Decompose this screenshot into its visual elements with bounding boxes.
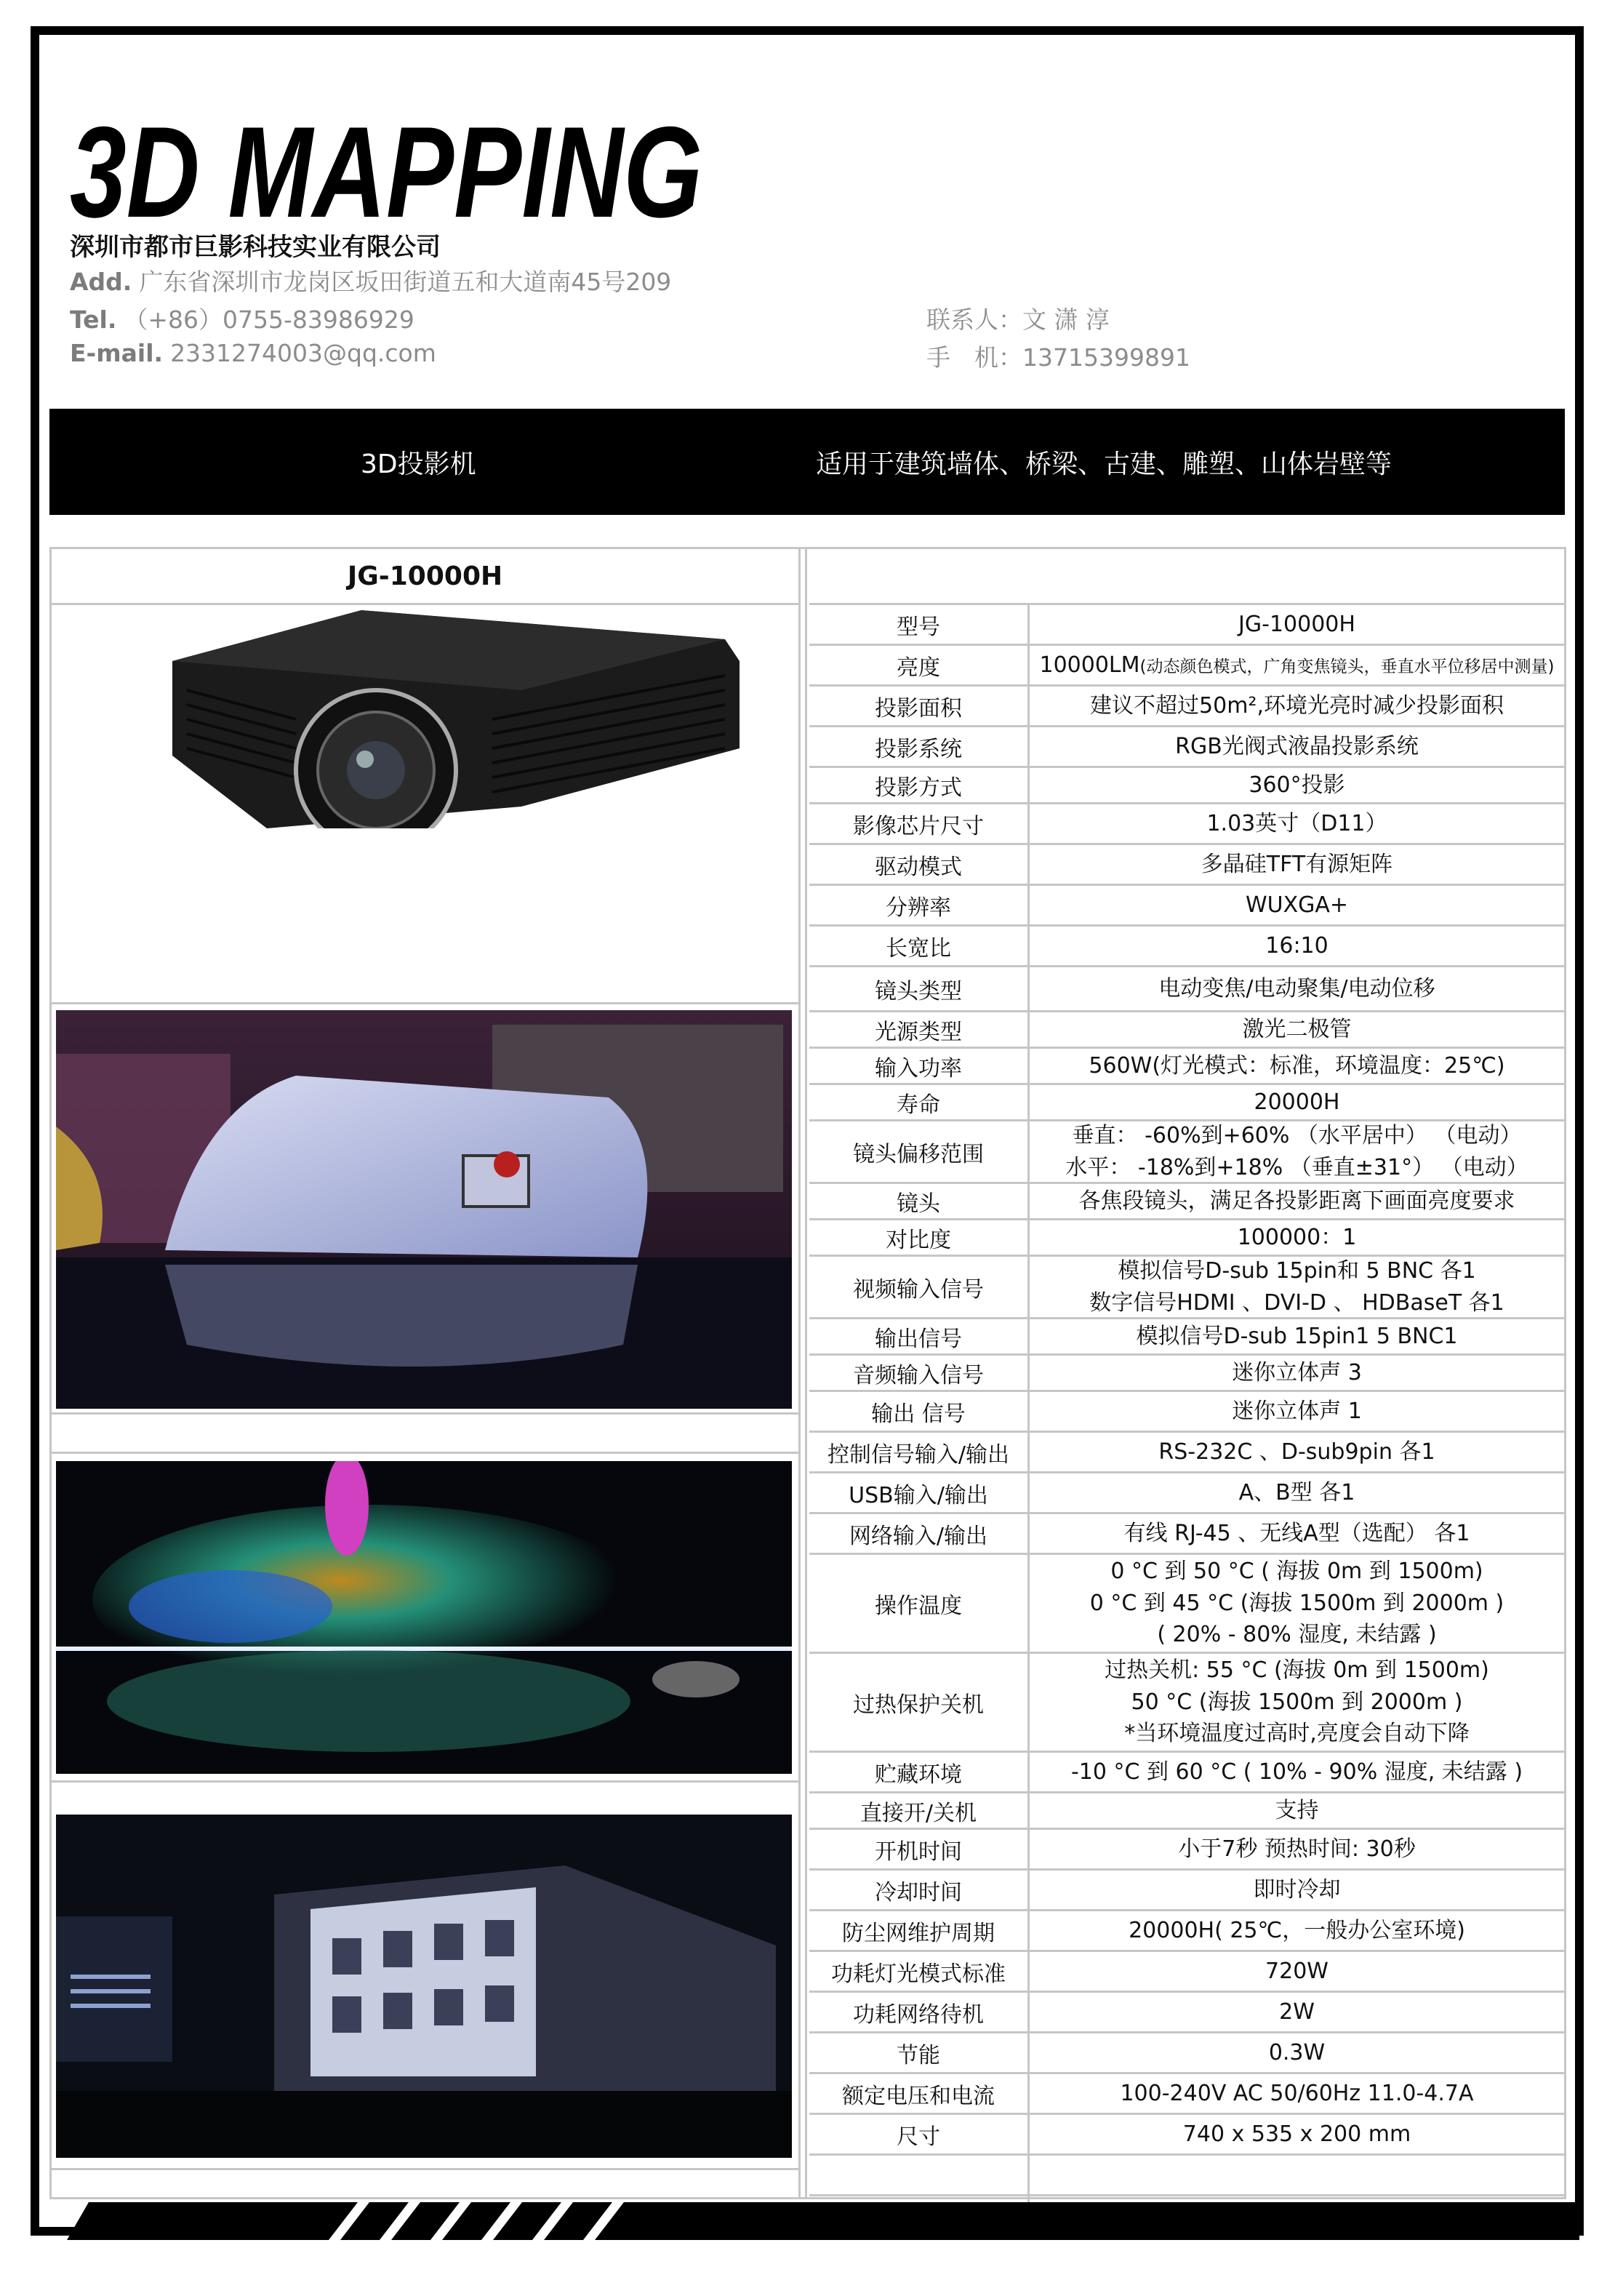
spec-table [49,547,1566,2199]
spec-value [1030,1871,1564,1909]
spec-key: 分辨率 [809,886,1030,924]
spec-row [809,1182,1564,1218]
spec-value-line: 20000H( 25℃，一般办公室环境) [1129,1917,1465,1943]
spec-row [809,1512,1564,1553]
spec-value [1030,1993,1564,2031]
spec-row [809,1010,1564,1047]
spec-row [809,1353,1564,1390]
spec-key: 防尘网维护周期 [809,1911,1030,1950]
spec-value-line: 0 °C 到 50 °C ( 海拔 0m 到 1500m) [1110,1559,1483,1585]
spec-row [809,1868,1564,1909]
spec-value [1030,1911,1564,1950]
spec-value-line: 740 x 535 x 200 mm [1182,2121,1411,2147]
spec-value-line: 激光二极管 [1242,1016,1352,1042]
spec-key [809,2156,1030,2194]
spec-value [1030,1473,1564,1512]
spec-value-line: 0 °C 到 45 °C (海拔 1500m 到 2000m ) [1089,1590,1504,1616]
spec-row [809,603,1564,644]
spec-row [809,2153,1564,2194]
banner-product-type: 3D投影机 [361,449,476,479]
spec-row [809,802,1564,843]
spec-key: 驱动模式 [809,845,1030,884]
model-heading: JG-10000H [52,549,798,605]
spec-row [809,884,1564,924]
spec-value-line: 2W [1279,1999,1315,2025]
spec-key: 尺寸 [809,2115,1030,2153]
spec-key: 镜头类型 [809,967,1030,1010]
spec-value [1030,2074,1564,2113]
spec-key: 额定电压和电流 [809,2074,1030,2113]
company-name: 深圳市都市巨影科技实业有限公司 [70,233,441,262]
spec-value-line: 100-240V AC 50/60Hz 11.0-4.7A [1120,2080,1474,2106]
spec-row [809,2072,1564,2113]
spec-value [1030,967,1564,1010]
spec-value-line: 720W [1265,1958,1329,1984]
spec-value [1030,1392,1564,1431]
spec-value [1030,727,1564,766]
spec-key: 控制信号输入/输出 [809,1433,1030,1471]
contact-person: 联系人：文 潇 淳 [926,305,1110,334]
address-line: Add. 广东省深圳市龙岗区坂田街道五和大道南45号209 [70,268,672,296]
spec-row [809,2031,1564,2072]
spec-key: 型号 [809,605,1030,644]
spec-row [809,924,1564,965]
spec-value-line: 数字信号HDMI 、DVI-D 、 HDBaseT 各1 [1089,1289,1504,1316]
spec-row [809,965,1564,1010]
spec-value-line: 小于7秒 预热时间: 30秒 [1178,1836,1416,1862]
spec-row [809,1431,1564,1471]
spec-value-line: 360°投影 [1249,772,1345,798]
spec-key: 功耗网络待机 [809,1993,1030,2031]
spec-row [809,1909,1564,1950]
spec-value-line: 20000H [1254,1089,1340,1115]
spec-key: 长宽比 [809,927,1030,965]
spec-value [1030,1049,1564,1083]
svg-text:3D MAPPING: 3D MAPPING [70,109,702,233]
spec-value-line: A、B型 各1 [1238,1479,1355,1505]
spec-row [809,1390,1564,1431]
spec-row [809,684,1564,725]
projector-product-photo [56,610,792,828]
spec-key: 节能 [809,2033,1030,2072]
spec-key: 直接开/关机 [809,1793,1030,1828]
spec-value [1030,1319,1564,1353]
spec-key: 输入功率 [809,1049,1030,1083]
spec-key: 冷却时间 [809,1871,1030,1909]
spec-value [1030,2156,1564,2194]
spec-value-line: 多晶硅TFT有源矩阵 [1201,851,1393,877]
spec-row [809,1828,1564,1868]
spec-key: 网络输入/输出 [809,1514,1030,1553]
footer-stripe [67,2202,1579,2240]
category-banner [49,409,1565,515]
spec-row [809,1652,1564,1751]
spec-value-line: 迷你立体声 1 [1232,1398,1362,1424]
spec-value [1030,845,1564,884]
spec-row [809,766,1564,802]
spec-key: 操作温度 [809,1555,1030,1652]
spec-key: 光源类型 [809,1012,1030,1047]
spec-value [1030,1753,1564,1791]
spec-value-line: 垂直： -60%到+60% （水平居中） （电动） [1072,1123,1522,1148]
spec-value-line: 有线 RJ-45 、无线A型（选配） 各1 [1123,1520,1470,1546]
spec-value [1030,2033,1564,2072]
spec-value [1030,768,1564,802]
building-facade-mapping-photo [56,1815,792,2158]
spec-value-line: 即时冷却 [1253,1876,1341,1903]
spec-value [1030,927,1564,965]
spec-value [1030,1085,1564,1119]
spec-value [1030,605,1564,644]
spec-row [809,843,1564,884]
spec-key: 投影面积 [809,687,1030,725]
spec-value [1030,1555,1564,1652]
spec-key: 投影方式 [809,768,1030,802]
spec-value [1030,646,1564,684]
spec-value-line: 560W(灯光模式：标准，环境温度：25℃) [1089,1052,1505,1079]
spec-value [1030,1220,1564,1255]
spec-value-line: ( 20% - 80% 湿度, 未结露 ) [1157,1622,1437,1648]
spec-key: 视频输入信号 [809,1257,1030,1317]
spec-value-line: 电动变焦/电动聚集/电动位移 [1158,975,1435,1001]
spec-value-line: RGB光阀式液晶投影系统 [1175,733,1419,759]
spec-key: 寿命 [809,1085,1030,1119]
spec-value [1030,1257,1564,1317]
email-line: E-mail. 2331274003@qq.com [70,339,436,367]
water-screen-mapping-photo [56,1461,792,1774]
banner-applications: 适用于建筑墙体、桥梁、古建、雕塑、山体岩壁等 [816,449,1392,479]
spec-key: 镜头 [809,1184,1030,1218]
spec-row [809,1255,1564,1317]
contact-mobile: 手 机：13715399891 [926,343,1190,372]
spec-value [1030,1121,1564,1182]
spec-row [809,1083,1564,1119]
spec-row [809,1119,1564,1182]
spec-key: 亮度 [809,646,1030,684]
spec-value-line: 支持 [1275,1797,1319,1823]
spec-key: 对比度 [809,1220,1030,1255]
spec-value [1030,804,1564,843]
spec-row [809,1991,1564,2031]
spec-value-line: 50 °C (海拔 1500m 到 2000m ) [1131,1689,1463,1715]
spec-value [1030,1012,1564,1047]
tel-line: Tel. （+86）0755-83986929 [70,305,414,334]
spec-key: USB输入/输出 [809,1473,1030,1512]
logo-3d-mapping [70,109,710,233]
spec-value-line: 建议不超过50m²,环境光亮时减少投影面积 [1090,692,1504,719]
spec-value-line: WUXGA+ [1245,892,1349,918]
spec-row [809,2113,1564,2153]
spec-value [1030,886,1564,924]
spec-key: 输出信号 [809,1319,1030,1353]
spec-note: (动态颜色模式，广角变焦镜头，垂直水平位移居中测量) [1139,657,1555,676]
spec-value [1030,1793,1564,1828]
spec-row [809,1317,1564,1353]
spec-row [809,725,1564,766]
column-divider [805,549,807,2197]
image-column [52,549,801,2197]
spec-key: 音频输入信号 [809,1356,1030,1390]
spec-value-line: 模拟信号D-sub 15pin和 5 BNC 各1 [1118,1258,1476,1284]
spec-key: 镜头偏移范围 [809,1121,1030,1182]
spec-row [809,1950,1564,1991]
spec-value-line: 模拟信号D-sub 15pin1 5 BNC1 [1136,1323,1458,1349]
spec-key: 功耗灯光模式标准 [809,1952,1030,1991]
spec-value [1030,1952,1564,1991]
spec-row [809,1471,1564,1512]
divider [52,1412,798,1415]
spec-value-line: 过热关机: 55 °C (海拔 0m 到 1500m) [1105,1657,1489,1684]
spec-key: 贮藏环境 [809,1753,1030,1791]
spec-value [1030,1184,1564,1218]
spec-value-line: -10 °C 到 60 °C ( 10% - 90% 湿度, 未结露 ) [1070,1759,1523,1785]
spec-row [809,1791,1564,1828]
spec-key: 投影系统 [809,727,1030,766]
spec-value-line: JG-10000H [1238,611,1355,637]
spec-value [1030,1433,1564,1471]
divider [52,1780,798,1783]
divider [52,1002,798,1004]
spec-key: 开机时间 [809,1830,1030,1868]
spec-value [1030,1356,1564,1390]
spec-value-line: *当环境温度过高时,亮度会自动下降 [1124,1721,1470,1747]
spec-value-line: 0.3W [1268,2039,1326,2065]
spec-value-line: 各焦段镜头，满足各投影距离下画面亮度要求 [1078,1188,1515,1214]
divider [52,2168,798,2170]
spec-row [809,1218,1564,1255]
spec-value-line: 10000LM(动态颜色模式，广角变焦镜头，垂直水平位移居中测量) [1039,652,1555,678]
spec-value-line: 1.03英寸（D11） [1206,810,1387,836]
spec-value-line: 迷你立体声 3 [1232,1359,1362,1385]
divider [52,1452,798,1454]
spec-value-line: 100000：1 [1237,1224,1357,1250]
spec-row [809,1047,1564,1083]
spec-value [1030,1654,1564,1751]
spec-value [1030,2115,1564,2153]
spec-value-line: 水平： -18%到+18% （垂直±31°） （电动） [1065,1154,1528,1180]
spec-row [809,1553,1564,1652]
spec-key: 过热保护关机 [809,1654,1030,1751]
spec-key: 影像芯片尺寸 [809,804,1030,843]
spec-value [1030,1830,1564,1868]
curved-wall-mapping-photo [56,1010,792,1409]
spec-value [1030,1514,1564,1553]
spec-value-line: 16:10 [1265,932,1329,959]
spec-value [1030,687,1564,725]
spec-value-line: RS-232C 、D-sub9pin 各1 [1158,1439,1435,1465]
spec-row [809,644,1564,684]
spec-key: 输出 信号 [809,1392,1030,1431]
spec-row [809,1751,1564,1791]
